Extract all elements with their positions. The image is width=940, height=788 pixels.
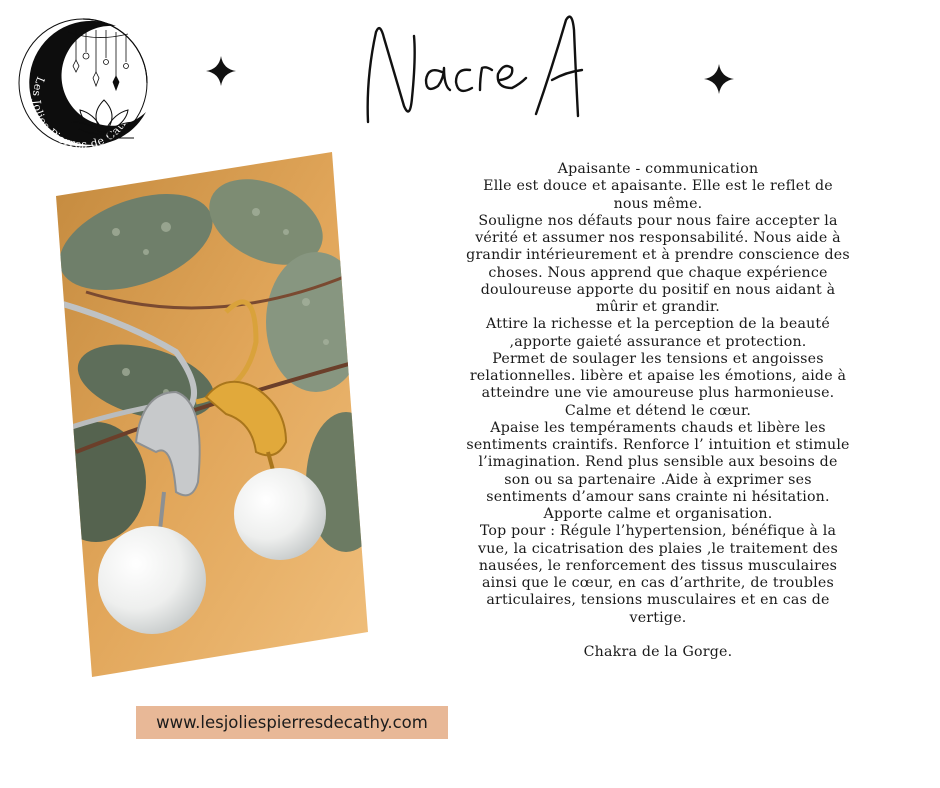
description-paragraph: Elle est douce et apaisante. Elle est le reflet de nous même.	[483, 178, 833, 212]
sparkle-star-icon	[702, 62, 736, 96]
product-photo	[56, 152, 368, 677]
stone-description	[466, 161, 850, 661]
description-paragraph: Apaisante - communication	[557, 161, 759, 177]
description-paragraph: Top pour : Régule l’hypertension, bénéfique à la vue, la cicatrisation des plaies ,le traitement des nausées, le renforcement des tissus musculaires ainsi que le cœur, en cas d’arthrite, de troubles articulaires, tensions musculaires et en cas de vertige.	[478, 523, 838, 626]
description-paragraph: Permet de soulager les tensions et angoisses relationnelles. libère et apaise les émotions, aide à atteindre une vie amoureuse plus harmonieuse. Calme et détend le cœur.	[469, 350, 847, 419]
description-paragraph: Souligne nos défauts pour nous faire accepter la vérité et assumer nos responsabilité. Nous aide à grandir intérieurement et à prendre conscience des choses. Nous apprend que chaque expérience douloureuse apporte du positif en nous aidant à mûrir et grandir.	[466, 212, 850, 315]
chakra-label: Chakra de la Gorge.	[583, 643, 733, 660]
description-paragraph: Attire la richesse et la perception de la beauté ,apporte gaieté assurance et protection.	[486, 316, 830, 350]
website-url[interactable]	[136, 706, 448, 739]
logo-text: Les Jolies Pierres de Cath	[29, 74, 131, 150]
description-paragraph: Apaise les tempéraments chauds et libère les sentiments craintifs. Renforce l’ intuition et stimule l’imagination. Rend plus sensible aux besoins de son ou sa partenaire .Aide à exprimer ses sentiments d’amour sans crainte ni hésitation.	[466, 419, 850, 505]
page-title	[330, 8, 610, 138]
brand-logo	[16, 16, 150, 150]
sparkle-star-icon	[204, 54, 238, 88]
website-url-text[interactable]: www.lesjoliespierresdecathy.com	[156, 713, 428, 732]
description-paragraph: Apporte calme et organisation.	[543, 506, 773, 522]
